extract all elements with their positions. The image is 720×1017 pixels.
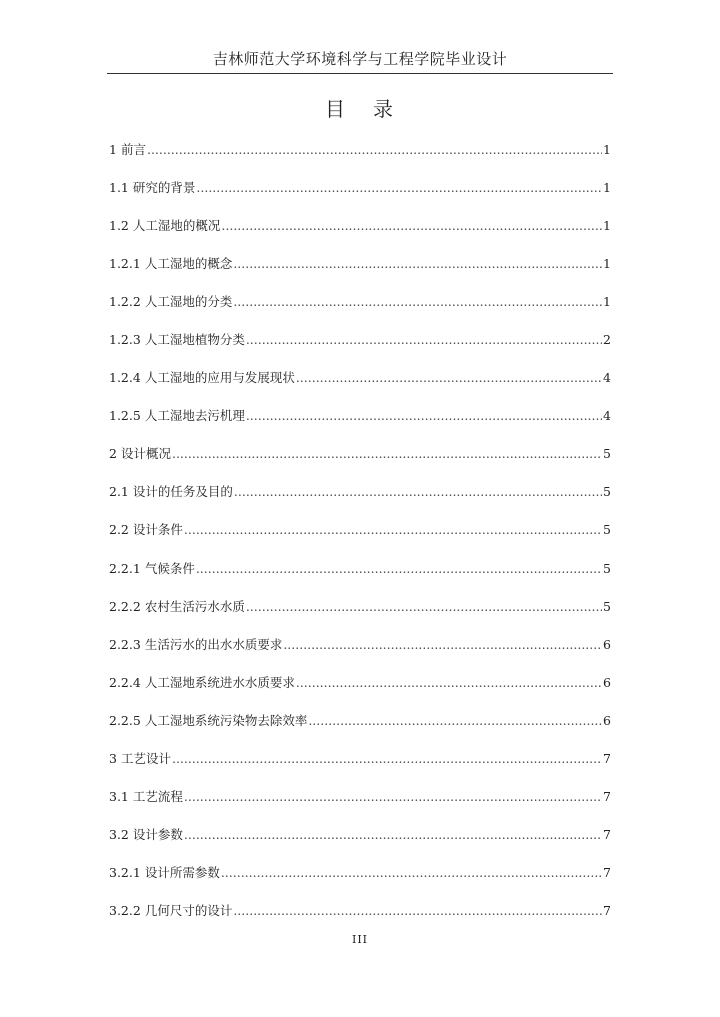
toc-entry[interactable] (109, 177, 611, 215)
toc-entry[interactable] (109, 596, 611, 634)
toc-entry-number: 2.2 (109, 522, 129, 538)
title-char-2: 录 (373, 97, 395, 121)
toc-entry-title: 气候条件 (144, 560, 195, 576)
toc-leader-dots (296, 672, 602, 694)
toc-entry-title: 几何尺寸的设计 (144, 902, 233, 918)
toc-entry[interactable] (109, 519, 611, 557)
toc-entry-title: 人工湿地植物分类 (144, 332, 245, 348)
toc-entry-title: 工艺流程 (132, 788, 183, 804)
toc-entry[interactable] (109, 291, 611, 329)
toc-entry-page: 4 (603, 370, 611, 386)
toc-leader-dots (283, 634, 602, 656)
toc-entry-number: 1.1 (109, 180, 129, 196)
toc-entry-title: 设计条件 (132, 522, 183, 538)
title-char-1: 目 (325, 97, 347, 121)
toc-entry-page: 6 (603, 674, 611, 690)
toc-entry-page: 5 (603, 484, 611, 500)
toc-entry[interactable] (109, 672, 611, 710)
toc-entry[interactable] (109, 405, 611, 443)
page-title (107, 93, 613, 122)
toc-leader-dots (221, 215, 602, 237)
toc-entry-number: 1.2.4 (109, 370, 141, 386)
toc-entry-title: 人工湿地的应用与发展现状 (144, 370, 295, 386)
toc-entry-title: 设计的任务及目的 (132, 484, 233, 500)
toc-entry[interactable] (109, 253, 611, 291)
toc-entry[interactable] (109, 443, 611, 481)
toc-entry-number: 1.2.5 (109, 408, 141, 424)
toc-entry-page: 7 (603, 750, 611, 766)
toc-entry[interactable] (109, 558, 611, 596)
toc-entry[interactable] (109, 329, 611, 367)
toc-entry-page: 7 (603, 826, 611, 842)
toc-entry-page: 5 (603, 560, 611, 576)
toc-entry[interactable] (109, 139, 611, 177)
toc-leader-dots (233, 253, 602, 275)
toc-entry[interactable] (109, 215, 611, 253)
toc-entry-title: 设计所需参数 (144, 864, 220, 880)
toc-entry-page: 1 (603, 218, 611, 234)
toc-entry[interactable] (109, 748, 611, 786)
toc-leader-dots (196, 558, 602, 580)
toc-entry-number: 1 (109, 142, 117, 157)
toc-entry[interactable] (109, 634, 611, 672)
toc-entry-title: 农村生活污水水质 (144, 598, 245, 614)
toc-leader-dots (246, 405, 602, 427)
toc-entry-page: 1 (603, 256, 611, 272)
toc-leader-dots (221, 862, 602, 884)
toc-entry-number: 3 (109, 750, 117, 766)
toc-entry-page: 5 (603, 522, 611, 538)
toc-entry-number: 2.2.2 (109, 598, 141, 614)
toc-entry-number: 2.2.5 (109, 712, 141, 728)
toc-entry-number: 2 (109, 446, 117, 462)
toc-entry-page: 1 (603, 180, 611, 196)
toc-entry[interactable] (109, 824, 611, 862)
toc-entry[interactable] (109, 786, 611, 824)
table-of-contents (109, 139, 611, 938)
toc-entry-page: 7 (603, 864, 611, 880)
header-divider (107, 73, 613, 74)
toc-entry-number: 3.2.1 (109, 864, 141, 880)
toc-leader-dots (184, 786, 602, 808)
toc-leader-dots (246, 596, 602, 618)
toc-leader-dots (246, 329, 602, 351)
toc-entry-number: 1.2.2 (109, 294, 141, 310)
toc-entry[interactable] (109, 481, 611, 519)
toc-entry-page: 4 (603, 408, 611, 424)
toc-leader-dots (184, 824, 602, 846)
toc-entry-number: 3.1 (109, 788, 129, 804)
toc-entry-page: 6 (603, 636, 611, 652)
toc-leader-dots (308, 710, 602, 732)
toc-leader-dots (233, 900, 602, 922)
toc-entry-title: 人工湿地系统进水水质要求 (144, 674, 295, 690)
toc-leader-dots (296, 367, 602, 389)
toc-leader-dots (233, 291, 602, 313)
toc-entry-page: 5 (603, 598, 611, 614)
toc-entry-page: 5 (603, 446, 611, 462)
toc-entry-title: 人工湿地去污机理 (144, 408, 245, 424)
toc-entry-number: 2.2.3 (109, 636, 141, 652)
page-header: 吉林师范大学环境科学与工程学院毕业设计 (212, 50, 508, 68)
toc-entry-title: 人工湿地的分类 (144, 294, 233, 310)
toc-leader-dots (172, 443, 602, 465)
toc-entry[interactable] (109, 367, 611, 405)
toc-entry-title: 研究的背景 (132, 180, 196, 196)
toc-entry-page: 1 (603, 142, 611, 157)
page-number: III (351, 933, 369, 946)
toc-entry-number: 1.2.3 (109, 332, 141, 348)
toc-entry-title: 前言 (120, 142, 146, 157)
toc-entry-number: 2.2.4 (109, 674, 141, 690)
toc-entry-number: 2.2.1 (109, 560, 141, 576)
toc-entry-title: 人工湿地的概念 (144, 256, 233, 272)
toc-entry-number: 3.2.2 (109, 902, 141, 918)
toc-entry[interactable] (109, 862, 611, 900)
toc-leader-dots (172, 748, 602, 770)
toc-entry-title: 设计概况 (120, 446, 171, 462)
toc-entry-title: 人工湿地系统污染物去除效率 (144, 712, 308, 728)
toc-leader-dots (184, 519, 602, 541)
toc-entry-page: 7 (603, 902, 611, 918)
toc-leader-dots (234, 481, 602, 503)
toc-entry-page: 6 (603, 712, 611, 728)
toc-entry-page: 2 (603, 332, 611, 348)
toc-entry-number: 2.1 (109, 484, 129, 500)
toc-leader-dots (147, 139, 602, 161)
toc-entry[interactable] (109, 710, 611, 748)
toc-entry-title: 设计参数 (132, 826, 183, 842)
toc-entry-title: 生活污水的出水水质要求 (144, 636, 283, 652)
toc-entry-page: 7 (603, 788, 611, 804)
toc-leader-dots (196, 177, 602, 199)
toc-entry-number: 1.2 (109, 218, 129, 234)
toc-entry-page: 1 (603, 294, 611, 310)
toc-entry-title: 工艺设计 (120, 750, 171, 766)
toc-entry-title: 人工湿地的概况 (132, 218, 221, 234)
toc-entry-number: 3.2 (109, 826, 129, 842)
toc-entry-number: 1.2.1 (109, 256, 141, 272)
